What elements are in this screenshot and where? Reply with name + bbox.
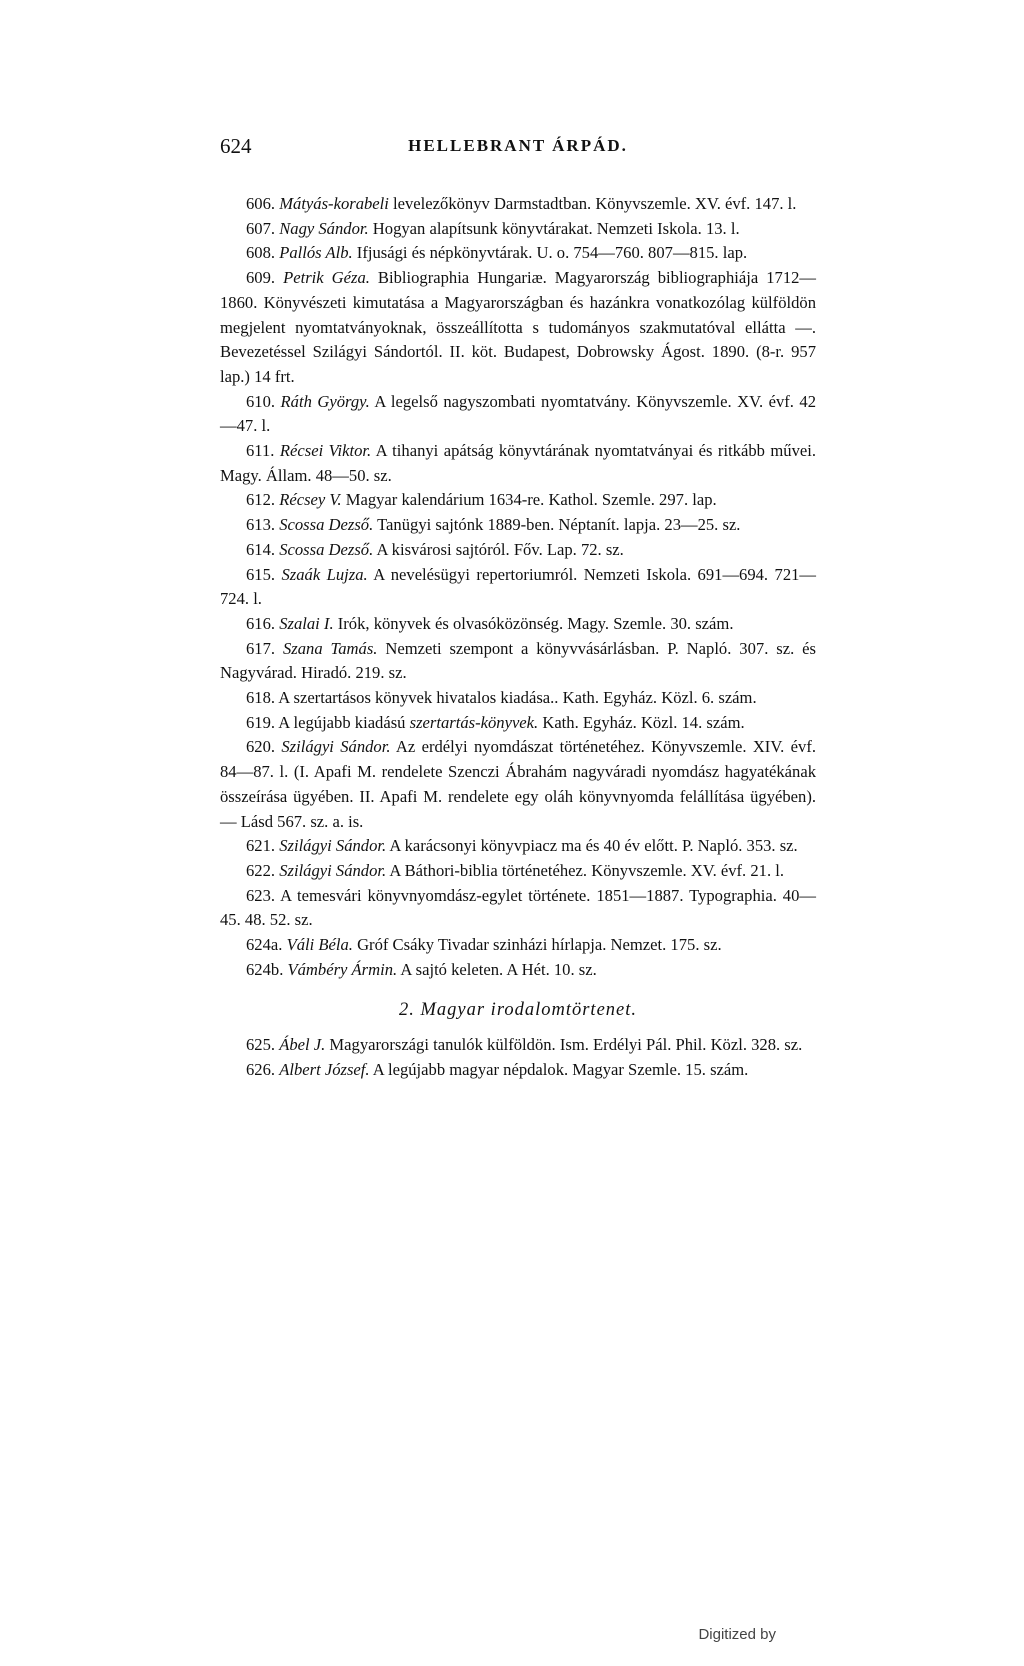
bibliography-entry: [220, 834, 816, 859]
bibliography-entry: [220, 563, 816, 612]
entry-italic-title: Mátyás-korabeli: [279, 194, 389, 213]
entry-number: 619.: [246, 712, 276, 732]
entry-number: 620.: [246, 737, 276, 757]
bibliography-entry: [220, 1033, 816, 1058]
bibliography-entry: [220, 735, 816, 834]
bibliography-entry: [220, 217, 816, 242]
entry-text: Irók, könyvek és olvasóközönség. Magy. Szemle. 30. szám.: [333, 613, 734, 633]
entry-author: Ábel J.: [279, 1035, 326, 1055]
entry-text: Tanügyi sajtónk 1889-ben. Néptanít. lapja. 23—25. sz.: [373, 515, 741, 535]
entry-author: Szilágyi Sándor.: [281, 737, 391, 757]
entry-text: Magyar kalendárium 1634-re. Kathol. Szemle. 297. lap.: [341, 490, 717, 510]
entry-text: A sajtó keleten. A Hét. 10. sz.: [397, 959, 597, 979]
entry-author: Vámbéry Ármin.: [287, 959, 398, 979]
entry-text: A szertartásos könyvek hivatalos kiadása.. Kath. Egyház. Közl. 6. szám.: [278, 688, 757, 708]
entry-author: Récsei Viktor.: [279, 441, 372, 461]
entry-number: 615.: [246, 564, 276, 584]
entry-number: 625.: [246, 1035, 276, 1055]
entry-italic-title: szertartás-könyvek.: [409, 712, 539, 732]
entry-text: A temesvári könyvnyomdász-egylet története. 1851—1887. Typographia. 40—45. 48. 52. sz.: [220, 885, 816, 930]
page-header: [220, 134, 816, 160]
entry-author: Pallós Alb.: [279, 243, 353, 263]
bibliography-entry: [220, 686, 816, 711]
page-number: 624: [220, 134, 252, 158]
bibliography-entry: [220, 192, 816, 217]
bibliography-entry: [220, 538, 816, 563]
entry-number: 624a.: [246, 935, 283, 955]
entry-number: 608.: [246, 243, 276, 263]
entry-number: 618.: [246, 688, 276, 708]
entry-text: Ifjusági és népkönyvtárak. U. o. 754—760. 807—815. lap.: [352, 243, 748, 263]
entry-number: 623.: [246, 885, 276, 905]
entry-text: Hogyan alapítsunk könyvtárakat. Nemzeti Iskola. 13. l.: [368, 218, 740, 238]
bibliography-list-part2: [220, 1033, 816, 1082]
bibliography-entry: [220, 958, 816, 983]
digitized-by-footer: Digitized by: [698, 1626, 776, 1643]
entry-number: 613.: [246, 515, 276, 535]
entry-number: 609.: [246, 268, 276, 288]
entry-text: A legelső nagyszombati nyomtatvány. Könyvszemle. XV. évf. 42—47. l.: [220, 391, 817, 436]
entry-text: A nevelésügyi repertoriumról. Nemzeti Iskola. 691—694. 721—724. l.: [220, 564, 817, 609]
entry-text: A legújabb kiadású: [278, 712, 410, 732]
bibliography-entry: [220, 637, 816, 686]
entry-author: Váli Béla.: [286, 935, 353, 955]
bibliography-entry: [220, 390, 816, 439]
bibliography-entry: [220, 513, 816, 538]
entry-author: Szalai I.: [279, 613, 334, 633]
bibliography-entry: [220, 884, 816, 933]
entry-text: Magyarországi tanulók külföldön. Ism. Erdélyi Pál. Phil. Közl. 328. sz.: [325, 1035, 803, 1055]
entry-author: Récsey V.: [279, 490, 342, 510]
entry-text: Nemzeti szempont a könyvvásárlásban. P. Napló. 307. sz. és Nagyvárad. Hiradó. 219. sz.: [220, 638, 816, 683]
bibliography-list-part1: [220, 192, 816, 983]
entry-author: Szilágyi Sándor.: [279, 836, 387, 856]
bibliography-entry: [220, 241, 816, 266]
bibliography-entry: [220, 933, 816, 958]
entry-author: Scossa Dezső.: [279, 515, 374, 535]
bibliography-entry: [220, 266, 816, 390]
entry-number: 616.: [246, 613, 276, 633]
entry-author: Nagy Sándor.: [279, 218, 369, 238]
entry-author: Szana Tamás.: [282, 638, 378, 658]
entry-number: 624b.: [246, 959, 284, 979]
entry-text: A Báthori-biblia történetéhez. Könyvszemle. XV. évf. 21. l.: [386, 860, 785, 880]
entry-number: 622.: [246, 860, 276, 880]
entry-number: 621.: [246, 836, 276, 856]
entry-number: 617.: [246, 638, 276, 658]
entry-number: 614.: [246, 539, 276, 559]
entry-number: 611.: [246, 441, 275, 461]
entry-number: 606.: [246, 194, 276, 213]
entry-text: A kisvárosi sajtóról. Főv. Lap. 72. sz.: [373, 539, 624, 559]
entry-text: Bibliographia Hungariæ. Magyarország bibliographiája 1712—1860. Könyvészeti kimutatása a Magyarországban és hazánkra vonatkozólag külföldön megjelent nyomtatványoknak, összeállította s tudományos szakmutatóval ellátta —. Bevezetéssel Szilágyi Sándortól. II. köt. Budapest, Dobrowsky Ágost. 1890. (8-r. 957 lap.) 14 frt.: [220, 268, 817, 386]
entry-text: A tihanyi apátság könyvtárának nyomtatványai és ritkább művei. Magy. Állam. 48—50. sz.: [220, 441, 816, 485]
entry-author: Scossa Dezső.: [279, 539, 374, 559]
entry-text: A karácsonyi könyvpiacz ma és 40 év előtt. P. Napló. 353. sz.: [386, 836, 798, 856]
entry-number: 610.: [246, 391, 276, 411]
entry-author: Petrik Géza.: [283, 268, 370, 288]
bibliography-entry: [220, 1058, 816, 1083]
entry-author: Ráth György.: [280, 391, 370, 411]
bibliography-entry: [220, 711, 816, 736]
entry-author: Szaák Lujza.: [281, 564, 368, 584]
entry-number: 612.: [246, 490, 276, 510]
entry-number: 607.: [246, 218, 276, 238]
page-body: [220, 192, 816, 1083]
entry-author: Albert József.: [279, 1059, 370, 1079]
bibliography-entry: [220, 612, 816, 637]
entry-author: Szilágyi Sándor.: [279, 860, 387, 880]
bibliography-entry: [220, 859, 816, 884]
bibliography-entry: [220, 439, 816, 488]
entry-text: Az erdélyi nyomdászat történetéhez. Könyvszemle. XIV. évf. 84—87. l. (I. Apafi M. rendelete Szenczi Ábrahám nagyváradi nyomdász hagyatékának összeírása ügyében. II. Apafi M. rendelete egy oláh könyvnyomda felállítása ügyében). — Lásd 567. sz. a. is.: [220, 737, 816, 831]
entry-text: Kath. Egyház. Közl. 14. szám.: [538, 712, 745, 732]
section-heading: 2. Magyar irodalomtörtenet.: [398, 999, 637, 1020]
entry-text: levelezőkönyv Darmstadtban. Könyvszemle. XV. évf. 147. l.: [388, 194, 797, 213]
running-head: HELLEBRANT ÁRPÁD.: [408, 136, 628, 155]
entry-text: A legújabb magyar népdalok. Magyar Szemle. 15. szám.: [369, 1059, 749, 1079]
entry-text: Gróf Csáky Tivadar szinházi hírlapja. Nemzet. 175. sz.: [352, 935, 722, 955]
bibliography-entry: [220, 488, 816, 513]
entry-number: 626.: [246, 1059, 276, 1079]
